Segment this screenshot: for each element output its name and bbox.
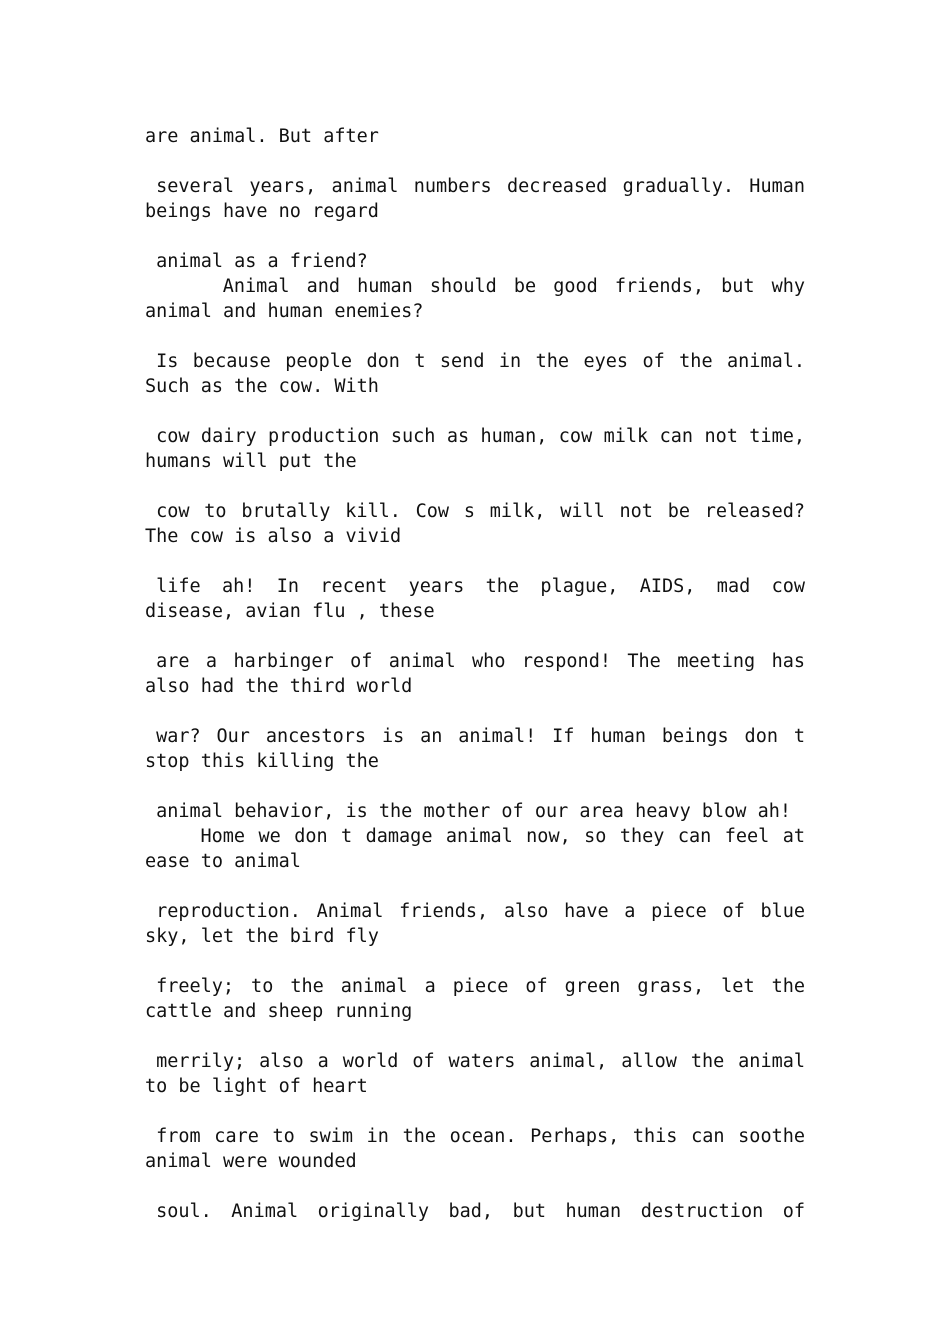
text-line: from care to swim in the ocean. Perhaps, this can soothe	[156, 1126, 805, 1147]
text-line: stop this killing the	[145, 751, 379, 772]
blank-line	[145, 699, 805, 724]
blank-line	[145, 399, 805, 424]
blank-line	[145, 1174, 805, 1199]
text-line: Is because people don t send in the eyes of the animal.	[156, 351, 805, 372]
text-line: sky, let the bird fly	[145, 926, 379, 947]
blank-line	[145, 874, 805, 899]
text-line: animal behavior, is the mother of our area heavy blow ah!	[145, 801, 792, 822]
text-line: merrily; also a world of waters animal, allow the animal	[156, 1051, 805, 1072]
blank-line	[145, 549, 805, 574]
text-line: disease, avian flu , these	[145, 601, 435, 622]
blank-line	[145, 949, 805, 974]
text-line: several years, animal numbers decreased gradually. Human	[156, 176, 805, 197]
text-line: Such as the cow. With	[145, 376, 379, 397]
text-line: are a harbinger of animal who respond! The meeting has	[156, 651, 805, 672]
text-line: Home we don t damage animal now, so they can feel at	[200, 826, 805, 847]
text-line: animal and human enemies?	[145, 301, 424, 322]
blank-line	[145, 1024, 805, 1049]
blank-line	[145, 474, 805, 499]
text-line: are animal. But after	[145, 126, 379, 147]
text-line: humans will put the	[145, 451, 357, 472]
text-line: life ah! In recent years the plague, AIDS, mad cow	[156, 576, 805, 597]
text-line: ease to animal	[145, 851, 301, 872]
blank-line	[145, 324, 805, 349]
text-line: animal as a friend?	[145, 251, 368, 272]
text-line: Animal and human should be good friends, but why	[222, 276, 805, 297]
text-line: also had the third world	[145, 676, 413, 697]
blank-line	[145, 224, 805, 249]
document-body-text	[145, 124, 805, 1224]
text-line: soul. Animal originally bad, but human destruction of	[156, 1201, 805, 1222]
text-line: animal were wounded	[145, 1151, 357, 1172]
blank-line	[145, 1099, 805, 1124]
text-line: cow dairy production such as human, cow milk can not time,	[156, 426, 805, 447]
text-line: freely; to the animal a piece of green grass, let the	[156, 976, 805, 997]
blank-line	[145, 774, 805, 799]
text-line: to be light of heart	[145, 1076, 368, 1097]
blank-line	[145, 149, 805, 174]
text-line: The cow is also a vivid	[145, 526, 402, 547]
blank-line	[145, 624, 805, 649]
text-line: beings have no regard	[145, 201, 379, 222]
text-line: war? Our ancestors is an animal! If human beings don t	[156, 726, 805, 747]
text-line: reproduction. Animal friends, also have a piece of blue	[156, 901, 805, 922]
text-line: cattle and sheep running	[145, 1001, 413, 1022]
text-line: cow to brutally kill. Cow s milk, will not be released?	[156, 501, 805, 522]
